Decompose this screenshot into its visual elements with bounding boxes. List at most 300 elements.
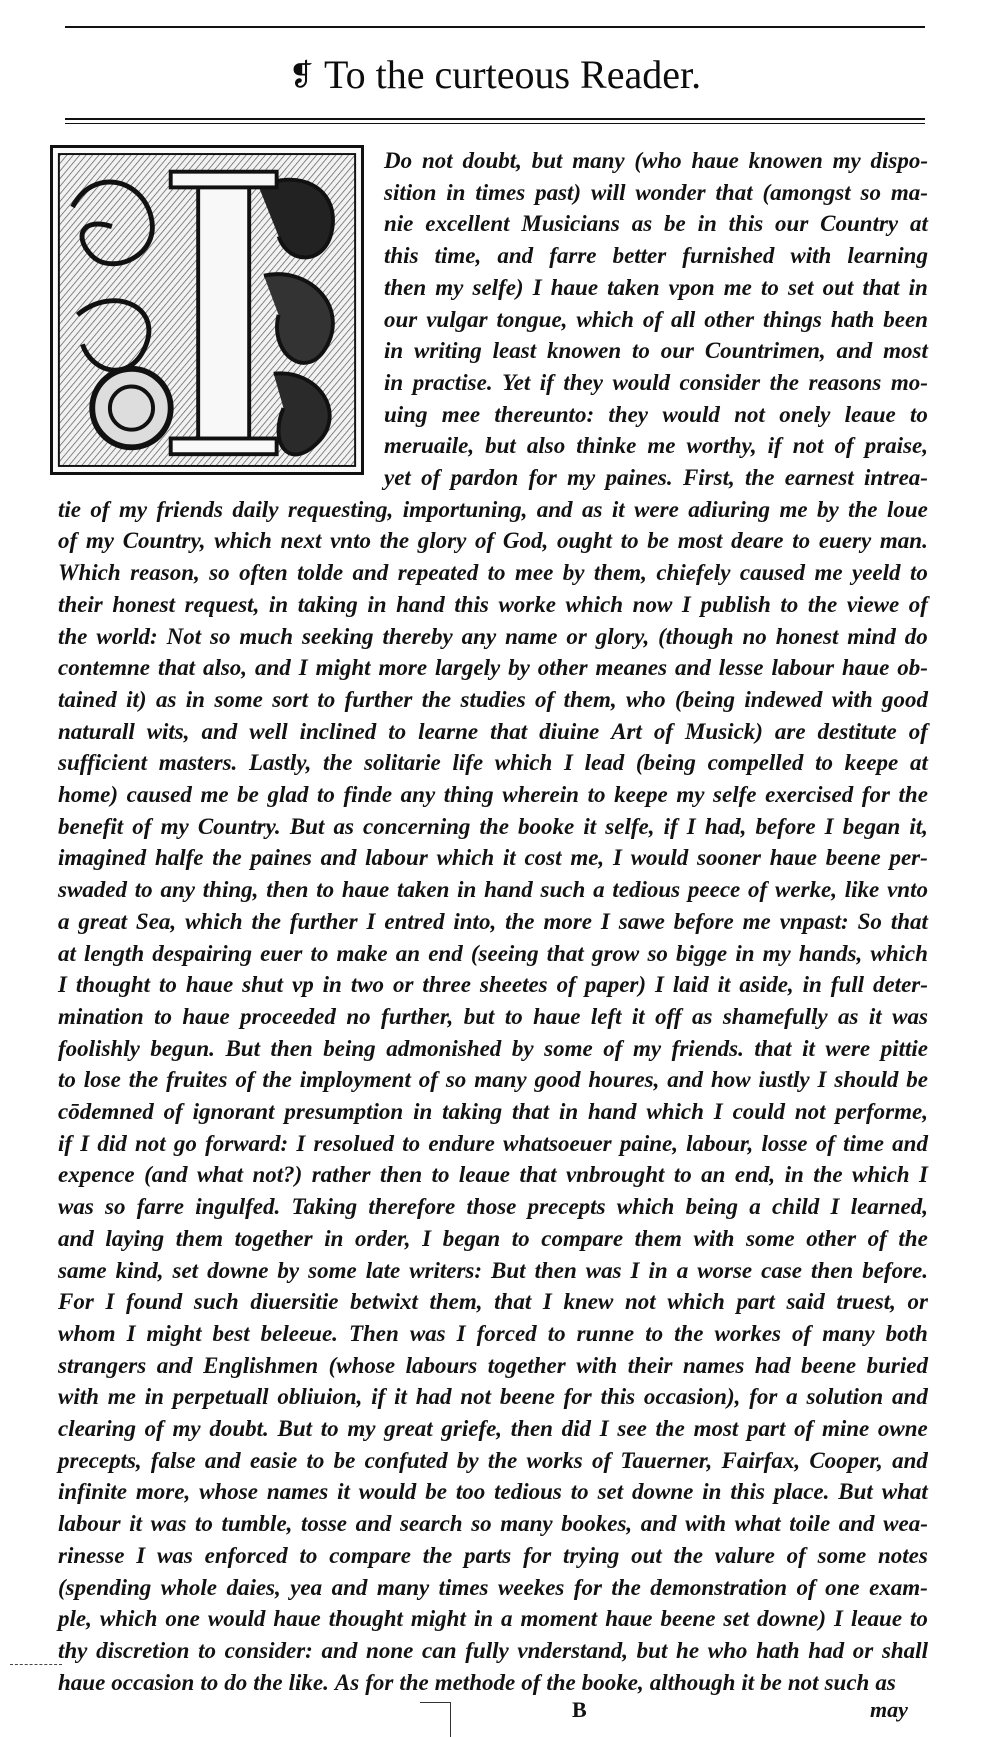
- text-word: but: [636, 1638, 668, 1663]
- text-word: thing: [443, 782, 494, 807]
- text-word: to: [761, 275, 779, 300]
- text-word: mind: [847, 624, 896, 649]
- text-word: my: [85, 528, 114, 553]
- text-word: was: [409, 1321, 446, 1346]
- text-word: what: [196, 1162, 243, 1187]
- text-word: tie: [58, 497, 81, 522]
- text-word: lose: [83, 1067, 121, 1092]
- text-line: [384, 178, 928, 208]
- text-word: Musicians: [521, 211, 620, 236]
- text-word: learne: [418, 719, 479, 744]
- text-word: ob-: [897, 655, 928, 680]
- text-word: to: [645, 1321, 664, 1346]
- text-word: aside,: [739, 972, 794, 997]
- text-word: me: [814, 560, 843, 585]
- text-word: by: [508, 655, 530, 680]
- text-word: resolued: [313, 1131, 395, 1156]
- text-word: it: [502, 845, 516, 870]
- text-word: as: [581, 497, 603, 522]
- text-word: earnest: [784, 465, 854, 490]
- text-word: losse: [761, 1131, 808, 1156]
- text-word: worke: [498, 592, 556, 617]
- text-word: my: [119, 497, 148, 522]
- text-word: proceeded: [240, 1004, 336, 1029]
- text-word: this: [730, 1479, 765, 1504]
- text-word: endure: [428, 1131, 495, 1156]
- text-word: the: [422, 1543, 453, 1568]
- text-word: great: [78, 909, 127, 934]
- text-word: downe: [207, 1258, 269, 1283]
- text-word: and: [667, 1067, 704, 1092]
- text-word: hand: [484, 877, 533, 902]
- text-word: the: [262, 1067, 292, 1092]
- text-word: so: [105, 1194, 126, 1219]
- text-word: began: [442, 1226, 501, 1251]
- text-word: which: [646, 1099, 704, 1124]
- text-word: I: [612, 845, 622, 870]
- text-word: not: [794, 1099, 826, 1124]
- text-word: do: [224, 1670, 248, 1695]
- text-word: Tauerner,: [620, 1448, 713, 1473]
- text-word: had,: [704, 814, 747, 839]
- text-word: and: [355, 1511, 392, 1536]
- text-word: in: [268, 592, 289, 617]
- text-word: hath: [830, 307, 875, 332]
- text-line: [58, 1256, 928, 1286]
- text-word: werke,: [775, 877, 837, 902]
- text-word: haue: [58, 1670, 106, 1695]
- text-line: [58, 1319, 928, 1349]
- text-word: pardon: [450, 465, 519, 490]
- text-line: [58, 1382, 928, 1412]
- text-word: labour: [771, 655, 835, 680]
- text-word: rather: [311, 1162, 371, 1187]
- text-word: then: [534, 1258, 577, 1283]
- text-word: Country.: [197, 814, 281, 839]
- text-line: [58, 526, 928, 556]
- text-word: friends.: [671, 1036, 744, 1061]
- text-word: my: [567, 465, 596, 490]
- text-word: the: [848, 497, 878, 522]
- text-word: if: [58, 1131, 73, 1156]
- text-word: enforced: [204, 1543, 288, 1568]
- text-word: whole: [160, 1575, 217, 1600]
- text-word: if: [371, 1384, 386, 1409]
- text-word: child: [771, 1194, 820, 1219]
- text-word: beene: [801, 1353, 857, 1378]
- text-word: what: [881, 1479, 928, 1504]
- text-word: I: [296, 1131, 306, 1156]
- text-word: good: [534, 1067, 581, 1092]
- text-line: [384, 368, 928, 398]
- text-word: should: [834, 1067, 899, 1092]
- text-word: in: [324, 1226, 344, 1251]
- text-word: in: [144, 1384, 164, 1409]
- text-word: Country,: [122, 528, 206, 553]
- text-line: [384, 305, 928, 335]
- text-word: knowen: [748, 148, 823, 173]
- text-word: more: [543, 909, 592, 934]
- text-word: occasion),: [643, 1384, 741, 1409]
- text-word: their: [58, 592, 103, 617]
- text-word: at: [58, 941, 76, 966]
- text-word: and: [892, 1384, 928, 1409]
- text-word: wits,: [146, 719, 190, 744]
- text-word: my: [347, 1416, 376, 1441]
- text-word: by: [456, 1448, 479, 1473]
- text-word: to: [154, 1004, 172, 1029]
- text-word: to: [780, 592, 799, 617]
- text-word: I: [833, 1606, 843, 1631]
- text-word: my: [172, 1416, 201, 1441]
- text-word: tosse: [301, 1511, 347, 1536]
- text-line: [58, 970, 928, 1000]
- text-word: often: [239, 560, 288, 585]
- text-word: names: [266, 1479, 329, 1504]
- text-word: be: [647, 528, 669, 553]
- text-word: Then: [348, 1321, 399, 1346]
- text-word: in: [735, 941, 755, 966]
- text-word: full: [830, 972, 865, 997]
- text-word: But: [277, 1416, 313, 1441]
- text-word: most: [883, 338, 928, 363]
- text-word: so: [860, 180, 881, 205]
- text-word: lesse: [718, 655, 764, 680]
- text-word: might: [410, 1606, 466, 1631]
- text-word: who: [707, 1638, 748, 1663]
- text-word: been: [883, 307, 928, 332]
- text-word: so: [445, 1067, 467, 1092]
- text-word: with: [685, 1511, 727, 1536]
- text-word: those: [466, 1194, 517, 1219]
- text-word: easie: [249, 1448, 298, 1473]
- text-word: Not: [166, 624, 202, 649]
- text-word: not: [792, 433, 824, 458]
- text-word: the: [813, 1162, 843, 1187]
- text-word: so: [647, 941, 668, 966]
- text-word: two: [350, 972, 385, 997]
- text-word: not: [734, 402, 765, 427]
- text-word: of: [163, 1099, 183, 1124]
- text-word: vnpast:: [779, 909, 849, 934]
- text-word: wonder: [635, 180, 706, 205]
- text-word: shall: [881, 1638, 928, 1663]
- text-word: that: [494, 1289, 532, 1314]
- text-word: our: [660, 338, 694, 363]
- text-word: hath: [756, 1638, 800, 1663]
- text-word: So: [857, 909, 882, 934]
- text-word: daily: [232, 497, 279, 522]
- text-word: leaue: [458, 1162, 511, 1187]
- text-word: haue: [533, 1004, 581, 1029]
- text-word: taken: [396, 877, 450, 902]
- text-word: in: [446, 180, 466, 205]
- text-word: I: [655, 972, 664, 997]
- text-word: set: [597, 1479, 624, 1504]
- text-word: adiuring: [688, 497, 771, 522]
- text-word: further: [289, 909, 358, 934]
- text-word: to: [402, 1131, 421, 1156]
- text-word: and: [497, 243, 534, 268]
- text-line: [384, 146, 928, 176]
- text-word: too: [455, 1479, 486, 1504]
- text-word: they: [608, 402, 649, 427]
- text-word: world:: [96, 624, 158, 649]
- text-word: yea: [290, 1575, 323, 1600]
- text-word: then: [510, 1416, 553, 1441]
- text-word: which: [214, 528, 272, 553]
- text-word: paper): [584, 972, 647, 997]
- text-word: rinesse: [58, 1543, 125, 1568]
- text-word: which: [870, 941, 928, 966]
- text-word: of: [421, 465, 441, 490]
- text-word: be: [664, 211, 686, 236]
- text-word: great: [384, 1416, 433, 1441]
- text-line: [58, 558, 928, 588]
- text-word: yet: [384, 465, 411, 490]
- text-word: grow: [591, 941, 640, 966]
- text-word: I: [599, 1416, 609, 1441]
- text-word: farre: [136, 1194, 185, 1219]
- text-word: of: [792, 1321, 812, 1346]
- text-word: in: [457, 877, 477, 902]
- text-word: I: [563, 750, 573, 775]
- text-word: me: [200, 782, 229, 807]
- text-word: naturall: [58, 719, 135, 744]
- text-word: had: [415, 1384, 452, 1409]
- text-word: my: [435, 275, 464, 300]
- text-word: of: [815, 1131, 835, 1156]
- text-word: perpetuall: [172, 1384, 269, 1409]
- text-word: next: [280, 528, 322, 553]
- text-word: (who: [634, 148, 682, 173]
- text-word: with: [576, 1353, 618, 1378]
- text-line: [58, 622, 928, 652]
- text-word: out: [631, 1543, 662, 1568]
- text-word: peece: [687, 877, 741, 902]
- text-line: [58, 1414, 928, 1444]
- text-word: paines: [250, 845, 312, 870]
- text-word: but: [485, 433, 516, 458]
- text-word: But: [289, 814, 325, 839]
- text-word: although: [649, 1670, 736, 1695]
- text-word: mee: [514, 560, 554, 585]
- text-word: my: [762, 941, 791, 966]
- text-word: the: [323, 750, 353, 775]
- text-word: workes: [714, 1321, 781, 1346]
- text-word: keepe: [844, 750, 899, 775]
- text-word: diuine: [539, 719, 600, 744]
- text-word: were: [634, 497, 679, 522]
- text-word: them: [634, 1226, 682, 1251]
- text-word: diuersitie: [250, 1289, 339, 1314]
- text-line: [58, 1604, 928, 1634]
- text-word: before: [755, 814, 816, 839]
- text-word: the: [611, 1575, 641, 1600]
- text-word: (being: [674, 687, 736, 712]
- text-word: place.: [773, 1479, 830, 1504]
- text-word: viewe: [846, 592, 900, 617]
- text-word: was: [892, 1004, 928, 1029]
- text-word: in: [784, 1162, 804, 1187]
- text-word: could: [732, 1099, 785, 1124]
- text-word: to: [909, 560, 928, 585]
- text-line: [384, 431, 928, 461]
- text-word: the: [807, 592, 838, 617]
- text-word: vulgar: [426, 307, 488, 332]
- text-word: beleeue.: [260, 1321, 338, 1346]
- text-word: beene: [660, 1606, 716, 1631]
- text-word: if: [767, 433, 782, 458]
- text-word: three: [422, 972, 471, 997]
- text-word: the: [673, 1543, 703, 1568]
- text-word: some: [544, 1036, 593, 1061]
- text-word: haue: [182, 1004, 230, 1029]
- text-word: vnbrought: [565, 1162, 665, 1187]
- text-word: performe,: [835, 1099, 928, 1124]
- text-word: the: [655, 1416, 685, 1441]
- text-word: For: [58, 1289, 94, 1314]
- text-word: ple,: [58, 1606, 92, 1631]
- text-word: the: [505, 909, 535, 934]
- text-word: most: [693, 1416, 739, 1441]
- text-word: that: [546, 941, 584, 966]
- text-word: to: [58, 1067, 76, 1092]
- text-word: it: [337, 1479, 350, 1504]
- text-word: past): [535, 180, 582, 205]
- text-word: a: [749, 1194, 761, 1219]
- text-word: my: [832, 148, 861, 173]
- text-word: or: [566, 624, 587, 649]
- text-line: [58, 875, 928, 905]
- text-word: in: [648, 1258, 668, 1283]
- text-word: demonstration: [650, 1575, 788, 1600]
- text-word: laid: [672, 972, 709, 997]
- text-word: to: [320, 1416, 339, 1441]
- text-word: selfe: [713, 782, 757, 807]
- text-word: I: [824, 814, 834, 839]
- text-word: First,: [682, 465, 735, 490]
- text-line: [58, 685, 928, 715]
- text-word: also: [526, 433, 566, 458]
- text-word: time: [843, 1131, 884, 1156]
- text-word: hand: [396, 592, 445, 617]
- text-word: in: [473, 1606, 494, 1631]
- text-word: I: [126, 1321, 136, 1346]
- text-word: sawe: [618, 909, 665, 934]
- text-word: search: [399, 1511, 463, 1536]
- text-word: that: [157, 655, 196, 680]
- text-word: time,: [434, 243, 482, 268]
- text-word: tained: [58, 687, 117, 712]
- text-word: obliuion,: [277, 1384, 363, 1409]
- text-word: as: [838, 1004, 859, 1029]
- text-word: to: [198, 1638, 216, 1663]
- text-word: requesting,: [287, 497, 394, 522]
- text-word: valure: [714, 1543, 775, 1568]
- text-word: make: [336, 941, 388, 966]
- text-word: so: [210, 624, 231, 649]
- text-word: life: [452, 750, 484, 775]
- text-word: knowen: [546, 338, 622, 363]
- text-word: euer: [260, 941, 303, 966]
- text-word: which: [99, 1606, 158, 1631]
- text-word: were: [825, 1036, 871, 1061]
- text-word: laying: [105, 1226, 165, 1251]
- text-word: to: [159, 972, 177, 997]
- text-word: in: [802, 972, 822, 997]
- text-word: to: [673, 1162, 692, 1187]
- text-word: of: [867, 1226, 887, 1251]
- text-line: [58, 1287, 928, 1317]
- text-line: [58, 1351, 928, 1381]
- text-word: it: [868, 1004, 882, 1029]
- text-word: in: [322, 972, 342, 997]
- text-word: false: [150, 1448, 196, 1473]
- text-word: thought: [75, 972, 151, 997]
- text-word: of: [235, 1067, 255, 1092]
- text-word: before: [673, 909, 734, 934]
- text-word: finde: [343, 782, 393, 807]
- text-word: this: [454, 592, 489, 617]
- text-word: not: [460, 1384, 492, 1409]
- text-line: [58, 495, 928, 525]
- text-word: intrea-: [864, 465, 928, 490]
- text-word: practise.: [412, 370, 493, 395]
- text-word: do: [904, 624, 928, 649]
- text-word: not: [421, 148, 453, 173]
- text-word: As: [334, 1670, 360, 1695]
- text-word: to: [511, 1226, 530, 1251]
- text-word: them,: [593, 560, 647, 585]
- text-word: for: [749, 1384, 778, 1409]
- text-word: most: [677, 528, 723, 553]
- text-word: bigge: [676, 941, 728, 966]
- ornament-illustration: [53, 148, 361, 472]
- text-word: paines.: [605, 465, 673, 490]
- text-line: [384, 241, 928, 271]
- text-word: writers:: [409, 1258, 483, 1283]
- text-word: doubt,: [462, 148, 522, 173]
- text-word: solitarie: [364, 750, 441, 775]
- text-word: my: [676, 782, 705, 807]
- text-word: mination: [58, 1004, 144, 1029]
- text-word: shut: [242, 972, 284, 997]
- text-word: tedious: [494, 1479, 562, 1504]
- text-word: which: [616, 1194, 675, 1219]
- text-word: be: [237, 782, 259, 807]
- text-word: to: [504, 1004, 523, 1029]
- text-word: to: [431, 1162, 450, 1187]
- text-word: not?): [252, 1162, 303, 1187]
- text-word: I: [105, 1289, 115, 1314]
- text-word: to: [316, 877, 335, 902]
- text-word: solution: [806, 1384, 884, 1409]
- text-word: writing: [414, 338, 482, 363]
- text-word: Musick): [684, 719, 763, 744]
- text-word: (amongst: [762, 180, 851, 205]
- text-word: be: [906, 1067, 928, 1092]
- text-word: confuted: [364, 1448, 448, 1473]
- text-word: labour,: [686, 1131, 754, 1156]
- text-word: it: [129, 1511, 143, 1536]
- text-word: to: [631, 338, 650, 363]
- text-line: [58, 1477, 928, 1507]
- text-word: but: [531, 148, 563, 173]
- text-word: to: [620, 528, 639, 553]
- text-word: set: [788, 275, 814, 300]
- text-word: of: [908, 719, 928, 744]
